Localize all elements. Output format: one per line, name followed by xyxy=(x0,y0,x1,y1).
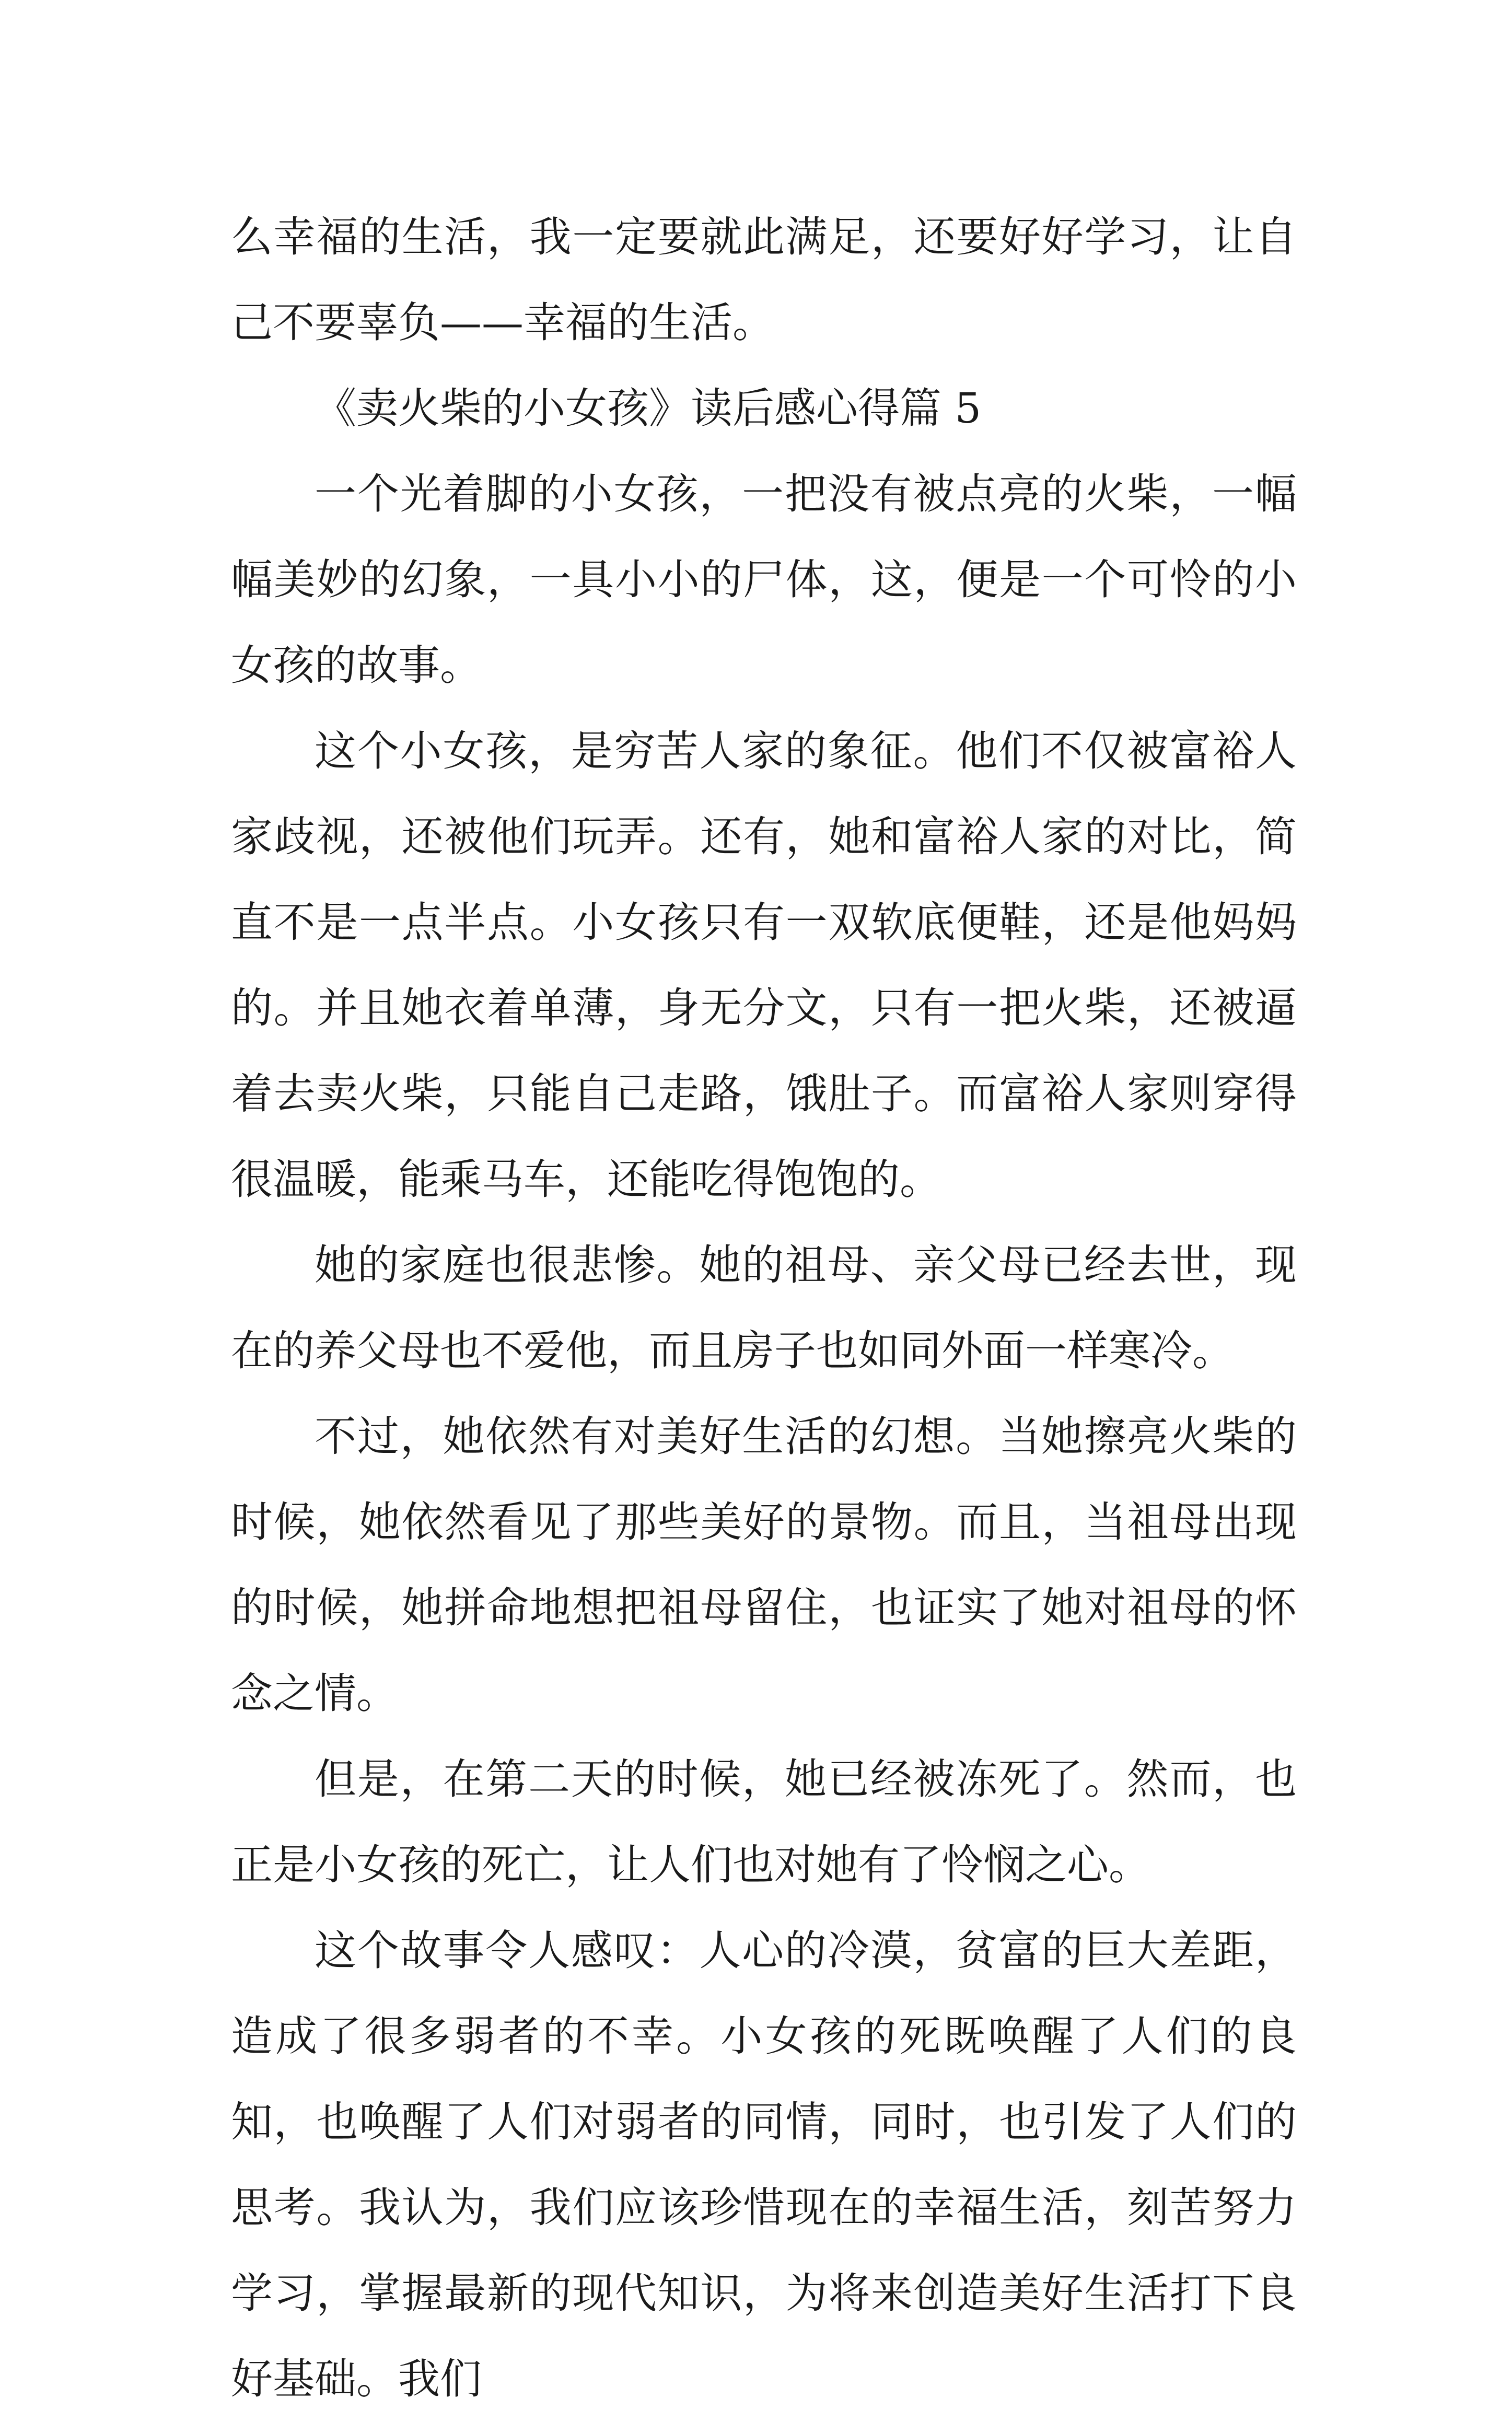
paragraph-6: 这个故事令人感叹：人心的冷漠，贫富的巨大差距，造成了很多弱者的不幸。小女孩的死既唤醒了人们的良知，也唤醒了人们对弱者的同情，同时，也引发了人们的思考。我认为，我们应该珍惜现在的幸福生活，刻苦努力学习，掌握最新的现代知识，为将来创造美好生活打下良好基础。我们 xyxy=(231,1926,1297,2403)
document-body xyxy=(231,194,1297,2422)
section-heading: 《卖火柴的小女孩》读后感心得篇 5 xyxy=(315,384,982,433)
paragraph-2: 这个小女孩，是穷苦人家的象征。他们不仅被富裕人家歧视，还被他们玩弄。还有，她和富裕人家的对比，简直不是一点半点。小女孩只有一双软底便鞋，还是他妈妈的。并且她衣着单薄，身无分文，只有一把火柴，还被逼着去卖火柴，只能自己走路，饿肚子。而富裕人家则穿得很温暖，能乘马车，还能吃得饱饱的。 xyxy=(231,727,1297,1204)
paragraph-continuation: 么幸福的生活，我一定要就此满足，还要好好学习，让自己不要辜负——幸福的生活。 xyxy=(231,213,1297,347)
paragraph-3: 她的家庭也很悲惨。她的祖母、亲父母已经去世，现在的养父母也不爱他，而且房子也如同外面一样寒冷。 xyxy=(231,1241,1297,1375)
paragraph-4: 不过，她依然有对美好生活的幻想。当她擦亮火柴的时候，她依然看见了那些美好的景物。而且，当祖母出现的时候，她拼命地想把祖母留住，也证实了她对祖母的怀念之情。 xyxy=(231,1412,1297,1718)
paragraph-1: 一个光着脚的小女孩，一把没有被点亮的火柴，一幅幅美妙的幻象，一具小小的尸体，这，便是一个可怜的小女孩的故事。 xyxy=(231,470,1297,690)
paragraph-5: 但是，在第二天的时候，她已经被冻死了。然而，也正是小女孩的死亡，让人们也对她有了怜悯之心。 xyxy=(231,1755,1297,1889)
